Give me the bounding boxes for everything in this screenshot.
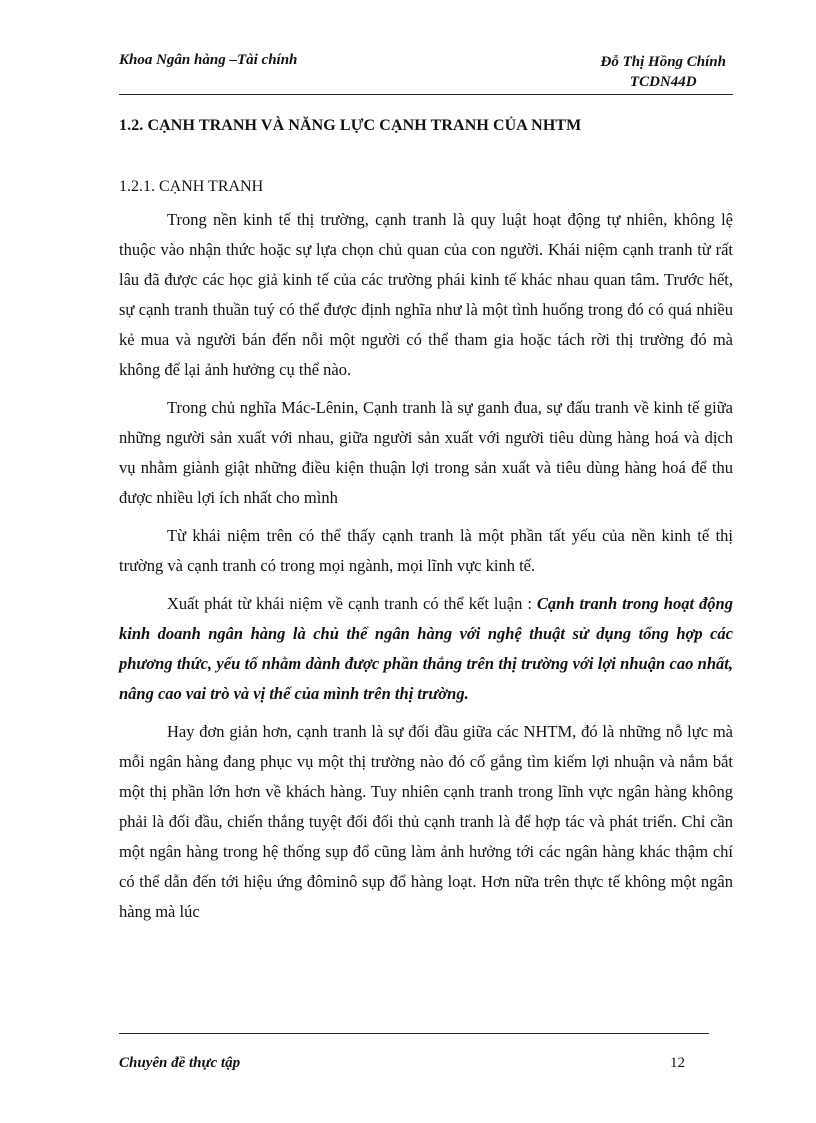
paragraph-4-intro: Xuất phát từ khái niệm về cạnh tranh có thể kết luận : — [167, 594, 537, 613]
header-author-class: TCDN44D — [629, 74, 697, 90]
paragraph-1: Trong nền kinh tế thị trường, cạnh tranh là quy luật hoạt động tự nhiên, không lệ thuộc vào nhận thức hoặc sự lựa chọn chủ quan của con người. Khái niệm cạnh tranh từ rất lâu đã được các học giả kinh tế của các trường phái kinh tế khác nhau quan tâm. Trước hết, sự cạnh tranh thuần tuý có thể được định nghĩa như là một tình huống trong đó có quá nhiều kẻ mua và người bán đến nỗi một người có thể tham gia hoặc tách rời thị trường đó mà không để lại ảnh hưởng cụ thể nào. — [119, 210, 733, 379]
paragraph-5: Hay đơn giản hơn, cạnh tranh là sự đối đầu giữa các NHTM, đó là những nỗ lực mà mỗi ngân hàng đang phục vụ một thị trường nào đó cố gắng tìm kiếm lợi nhuận và nắm bắt một thị phần lớn hơn về khách hàng. Tuy nhiên cạnh tranh trong lĩnh vực ngân hàng không phải là đối đầu, chiến thắng tuyệt đối đối thủ cạnh tranh là để hợp tác và phát triển. Chỉ cần một ngân hàng trong hệ thống sụp đổ cũng làm ảnh hưởng tới các ngân hàng khác thậm chí có thể dẫn đến tới hiệu ứng đôminô sụp đổ hàng loạt. Hơn nữa trên thực tế không một ngân hàng mà lúc — [119, 722, 733, 921]
body-text — [119, 205, 733, 927]
page-number: 12 — [670, 1055, 685, 1071]
footer-divider — [119, 1033, 709, 1034]
paragraph-4 — [119, 589, 733, 709]
header-author-name: Đỗ Thị Hồng Chính — [600, 54, 726, 70]
header-divider — [119, 94, 733, 95]
subsection-heading: 1.2.1. CẠNH TRANH — [119, 178, 264, 195]
paragraph-3: Từ khái niệm trên có thể thấy cạnh tranh là một phần tất yếu của nền kinh tế thị trường và cạnh tranh có trong mọi ngành, mọi lĩnh vực kinh tế. — [119, 526, 733, 575]
footer-title: Chuyên đề thực tập — [119, 1055, 241, 1071]
header-department: Khoa Ngân hàng –Tài chính — [119, 52, 298, 68]
section-heading: 1.2. CẠNH TRANH VÀ NĂNG LỰC CẠNH TRANH CỦA NHTM — [119, 117, 582, 134]
header-author — [601, 52, 726, 92]
paragraph-2: Trong chủ nghĩa Mác-Lênin, Cạnh tranh là sự ganh đua, sự đấu tranh về kinh tế giữa những người sản xuất với nhau, giữa người sản xuất với người tiêu dùng hàng hoá và dịch vụ nhằm giành giật những điều kiện thuận lợi trong sản xuất và tiêu dùng hàng hoá để thu được nhiều lợi ích nhất cho mình — [119, 398, 733, 507]
paragraph-4-definition: Cạnh tranh trong hoạt động kinh doanh ngân hàng là chủ thể ngân hàng với nghệ thuật sử dụng tổng hợp các phương thức, yếu tố nhằm dành được phần thắng trên thị trường với lợi nhuận cao nhất, nâng cao vai trò và vị thế của mình trên thị trường. — [119, 594, 733, 703]
